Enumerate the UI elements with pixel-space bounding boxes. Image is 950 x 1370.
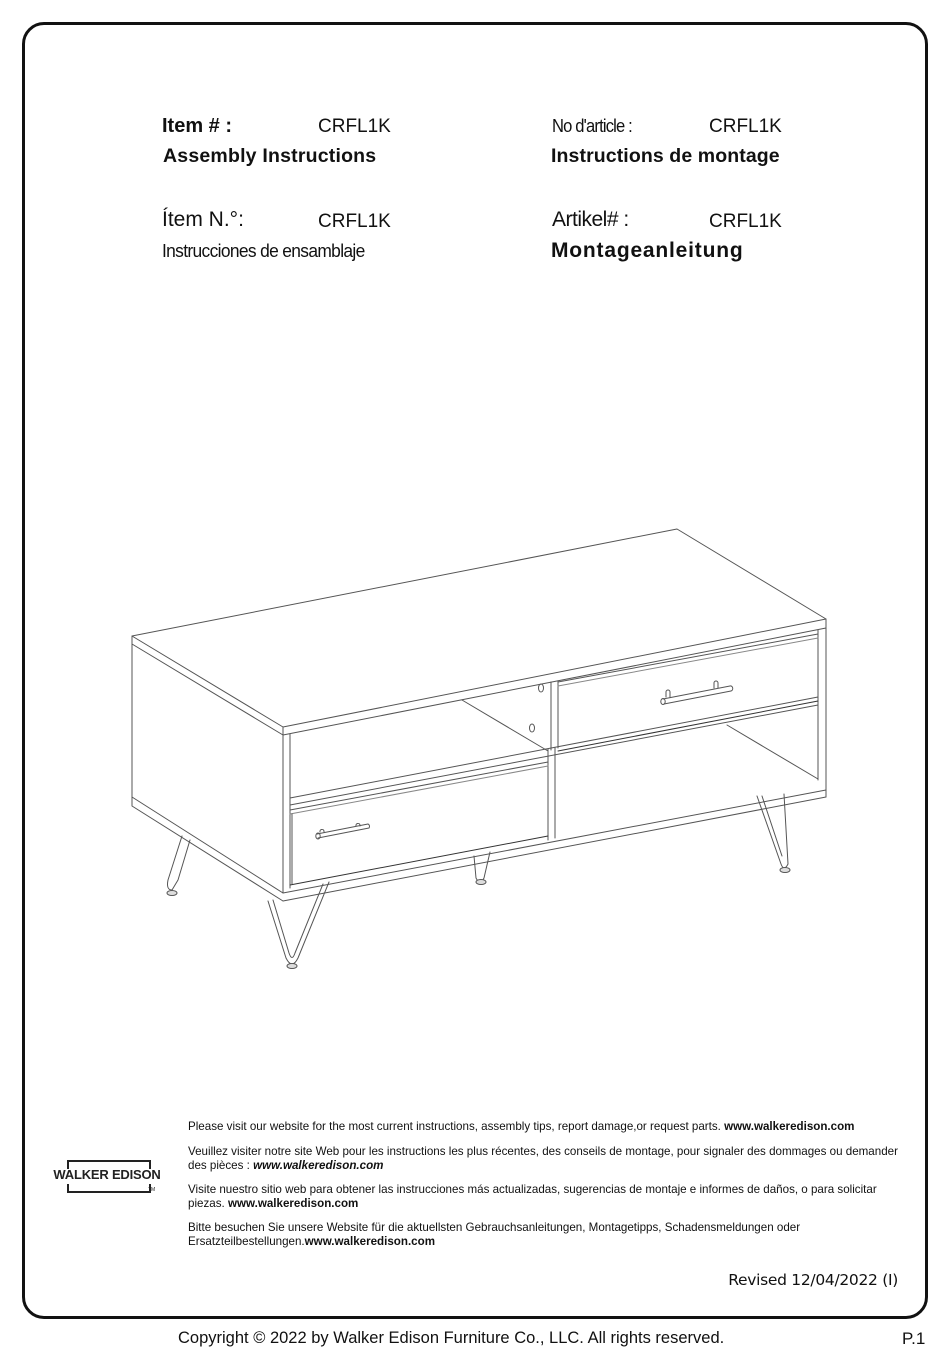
website-link-de[interactable]: www.walkeredison.com (304, 1235, 436, 1248)
trademark-symbol: TM (148, 1187, 156, 1193)
notice-en-text: Please visit our website for the most current instructions, assembly tips, report damage,or request parts. (188, 1120, 725, 1133)
item-code-fr: CRFL1K (709, 116, 782, 137)
logo-wordmark: WALKER EDISON (53, 1167, 161, 1182)
notice-fr-text: Veuillez visiter notre site Web pour les instructions les plus récentes, des conseils de montage, pour signaler des dommages ou demander des pièces : (188, 1145, 898, 1172)
title-fr: Instructions de montage (551, 145, 780, 167)
item-number-label-es: Ítem N.°: (162, 208, 244, 231)
notice-en (188, 1120, 900, 1134)
notice-de-text: Bitte besuchen Sie unsere Website für die aktuellsten Gebrauchsanleitungen, Montagetipps, Schadensmeldungen oder Ersatzteilbestellungen. (188, 1221, 801, 1248)
website-link-fr[interactable]: www.walkeredison.com (253, 1159, 384, 1172)
item-number-label-de: Artikel# : (552, 208, 629, 231)
website-link-en[interactable]: www.walkeredison.com (724, 1120, 855, 1133)
item-code-de: CRFL1K (709, 211, 782, 232)
walker-edison-logo (50, 1160, 164, 1196)
revision-date: Revised 12/04/2022 (I) (728, 1271, 898, 1289)
title-de: Montageanleitung (551, 239, 744, 262)
copyright-notice: Copyright © 2022 by Walker Edison Furniture Co., LLC. All rights reserved. (178, 1329, 725, 1347)
notice-es-text: Visite nuestro sitio web para obtener las instrucciones más actualizadas, sugerencias de montaje e informes de daños, o para solicitar piezas. (188, 1183, 877, 1210)
website-link-es[interactable]: www.walkeredison.com (227, 1197, 359, 1210)
notice-es (188, 1183, 900, 1211)
item-code-en: CRFL1K (318, 116, 391, 137)
item-code-es: CRFL1K (318, 211, 391, 232)
title-en: Assembly Instructions (163, 145, 377, 167)
logo-bracket-bottom (67, 1184, 151, 1193)
notice-fr (188, 1145, 900, 1173)
item-number-label-en: Item # : (162, 115, 233, 137)
notice-de (188, 1221, 900, 1249)
title-es: Instrucciones de ensamblaje (162, 240, 365, 261)
page-number: P.1 (902, 1329, 926, 1348)
item-number-label-fr: No d'article : (552, 116, 632, 136)
